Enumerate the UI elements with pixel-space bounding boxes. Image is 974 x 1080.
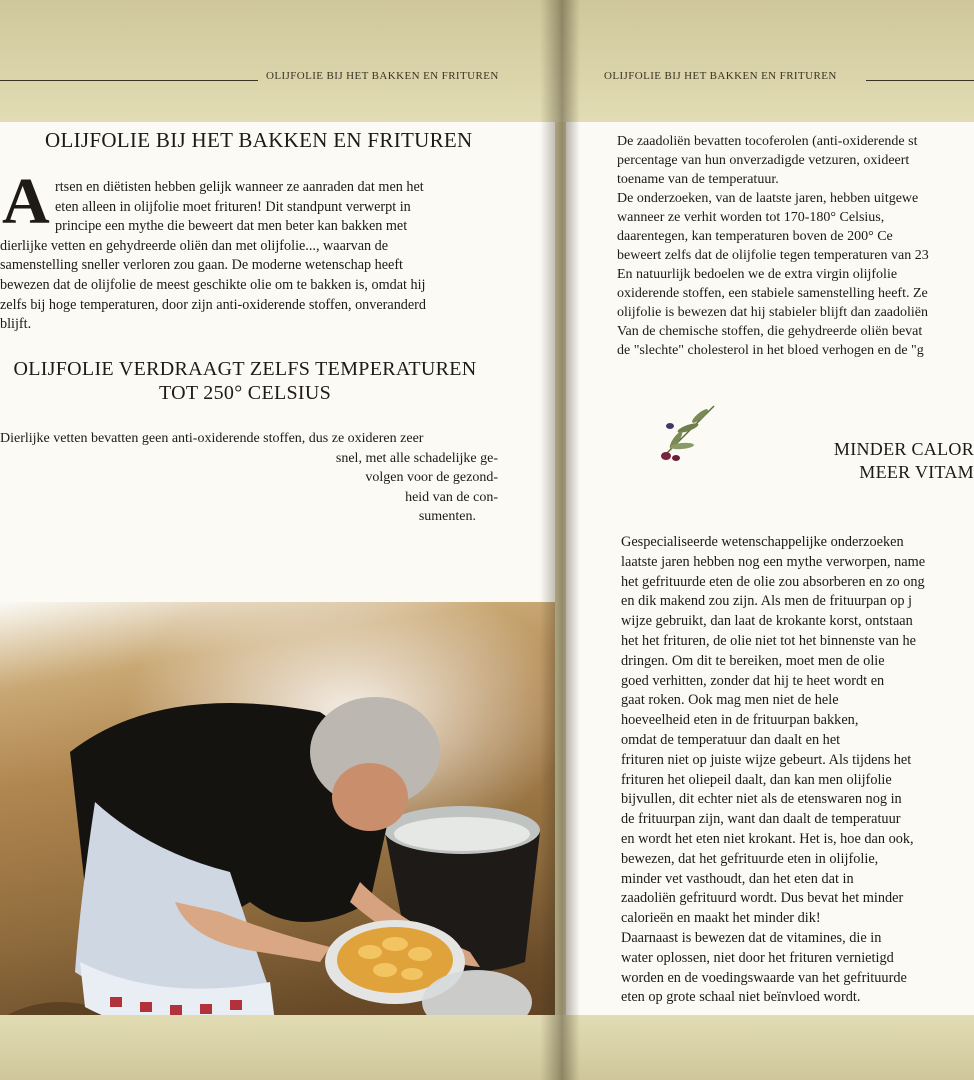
right-top-line: percentage van hun onverzadigde vetzuren, oxideert bbox=[617, 153, 910, 168]
right-body-line: wijze gebruikt, dan laat de krokante korst, ontstaan bbox=[621, 613, 913, 630]
left-page-title: OLIJFOLIE BIJ HET BAKKEN EN FRITUREN bbox=[45, 128, 473, 152]
intro-line: rtsen en diëtisten hebben gelijk wanneer ze aanraden dat men het bbox=[55, 179, 424, 195]
left-intro-paragraph bbox=[0, 178, 498, 335]
right-top-line: De zaadoliën bevatten tocoferolen (anti-oxiderende st bbox=[617, 134, 918, 149]
right-body-line: minder vet vasthoudt, dan het eten dat in bbox=[621, 870, 854, 887]
right-body-paragraph bbox=[621, 533, 974, 1008]
right-body-line: bewezen, dat het gefrituurde eten in olijfolie, bbox=[621, 850, 879, 867]
intro-line: samenstelling sneller verloren zou gaan. De moderne wetenschap heeft bbox=[0, 257, 403, 274]
second-line: snel, met alle schadelijke ge- bbox=[335, 450, 498, 466]
right-body-line: het gefrituurde eten de olie zou absorberen en zo ong bbox=[621, 573, 925, 590]
book-gutter bbox=[540, 0, 580, 1080]
right-top-paragraph bbox=[617, 132, 974, 360]
right-body-line: en dik makend zou zijn. Als men de frituurpan op j bbox=[621, 593, 913, 610]
second-line: heid van de con- bbox=[405, 489, 498, 505]
right-heading-line-2: MEER VITAM bbox=[859, 462, 974, 482]
photo-woman-frying bbox=[0, 602, 555, 1015]
left-second-paragraph bbox=[0, 429, 498, 527]
subtitle-line-2: TOT 250° CELSIUS bbox=[158, 382, 332, 404]
right-body-line: de frituurpan zijn, want dan daalt de temperatuur bbox=[621, 811, 901, 828]
top-band bbox=[0, 0, 974, 122]
bottom-band bbox=[0, 1015, 974, 1080]
right-top-line: de "slechte" cholesterol in het bloed verhogen en de "g bbox=[617, 343, 924, 358]
right-top-line: daarentegen, kan temperaturen boven de 200° Ce bbox=[617, 229, 893, 244]
left-running-head: OLIJFOLIE BIJ HET BAKKEN EN FRITUREN bbox=[266, 70, 499, 82]
right-top-line: toename van de temperatuur. bbox=[617, 172, 779, 187]
right-body-line: bijvullen, dit echter niet als de etenswaren nog in bbox=[621, 791, 902, 808]
right-body-line: omdat de temperatuur dan daalt en het bbox=[621, 731, 841, 748]
right-body-line: frituren het oliepeil daalt, dan kan men olijfolie bbox=[621, 771, 892, 788]
right-top-line: oxiderende stoffen, een stabiele samenstelling heeft. Ze bbox=[617, 286, 928, 301]
right-body-line: het het frituren, de olie niet tot het binnenste van he bbox=[621, 632, 916, 649]
right-top-line: olijfolie is bewezen dat hij stabieler blijft dan zaadoliën bbox=[617, 305, 929, 320]
intro-line: dierlijke vetten en gehydreerde oliën dan met olijfolie..., waarvan de bbox=[0, 237, 389, 254]
right-body-line: goed verhitten, zonder dat hij te heet wordt en bbox=[621, 672, 885, 689]
intro-line: blijft. bbox=[0, 316, 32, 333]
intro-line: principe een mythe die beweert dat men beter kan bakken met bbox=[55, 218, 408, 235]
second-line: sumenten. bbox=[418, 509, 476, 525]
right-body-line: hoeveelheid eten in de frituurpan bakken, bbox=[621, 712, 859, 729]
right-heading-line-1: MINDER CALOR bbox=[833, 439, 974, 459]
photo-illustration bbox=[0, 602, 555, 1015]
right-body-line: en wordt het eten niet krokant. Het is, hoe dan ook, bbox=[621, 830, 914, 847]
right-body-line: Daarnaast is bewezen dat de vitamines, die in bbox=[621, 929, 882, 946]
right-top-line: De onderzoeken, van de laatste jaren, hebben uitgewe bbox=[617, 191, 919, 206]
right-top-line: Van de chemische stoffen, die gehydreerde oliën bevat bbox=[617, 324, 923, 339]
right-body-line: frituren niet op juiste wijze gebeurt. Als tijdens het bbox=[621, 751, 912, 768]
intro-line: bewezen dat de olijfolie de meest geschikte olie om te bakken is, omdat hij bbox=[0, 276, 426, 293]
right-running-head: OLIJFOLIE BIJ HET BAKKEN EN FRITUREN bbox=[604, 70, 837, 82]
subtitle-line-1: OLIJFOLIE VERDRAAGT ZELFS TEMPERATUREN bbox=[13, 358, 477, 380]
right-body-line: Gespecialiseerde wetenschappelijke onderzoeken bbox=[621, 534, 904, 550]
second-line: Dierlijke vetten bevatten geen anti-oxiderende stoffen, dus ze oxideren zeer bbox=[0, 431, 424, 446]
right-body-line: eten op grote schaal niet beïnvloed wordt. bbox=[621, 989, 861, 1006]
right-body-line: gaat roken. Ook mag men niet de hele bbox=[621, 692, 839, 709]
right-body-line: worden en de voedingswaarde van het gefrituurde bbox=[621, 969, 907, 986]
right-top-line: En natuurlijk bedoelen we de extra virgin olijfolie bbox=[617, 267, 898, 282]
left-header-rule bbox=[0, 80, 258, 81]
right-body-line: laatste jaren hebben nog een mythe verworpen, name bbox=[621, 553, 926, 570]
right-top-line: wanneer ze verhit worden tot 170-180° Celsius, bbox=[617, 210, 885, 225]
right-section-heading bbox=[812, 438, 974, 484]
intro-line: eten alleen in olijfolie moet frituren! Dit standpunt verwerpt in bbox=[55, 198, 411, 215]
right-body-line: dringen. Om dit te bereiken, moet men de olie bbox=[621, 652, 885, 669]
second-line: volgen voor de gezond- bbox=[365, 470, 498, 486]
right-top-line: beweert zelfs dat de olijfolie tegen temperaturen van 23 bbox=[617, 248, 929, 263]
intro-line: zelfs bij hoge temperaturen, door zijn anti-oxiderende stoffen, onveranderd bbox=[0, 296, 426, 313]
drop-cap: A bbox=[2, 165, 50, 238]
right-header-rule bbox=[866, 80, 974, 81]
left-subtitle bbox=[10, 357, 480, 405]
right-body-line: zaadoliën gefrituurd wordt. Dus bevat het minder bbox=[621, 890, 904, 907]
right-body-line: calorieën en maakt het minder dik! bbox=[621, 910, 821, 927]
right-body-line: water oplossen, niet door het frituren vernietigd bbox=[621, 949, 894, 966]
olive-branch-ornament bbox=[652, 398, 722, 468]
